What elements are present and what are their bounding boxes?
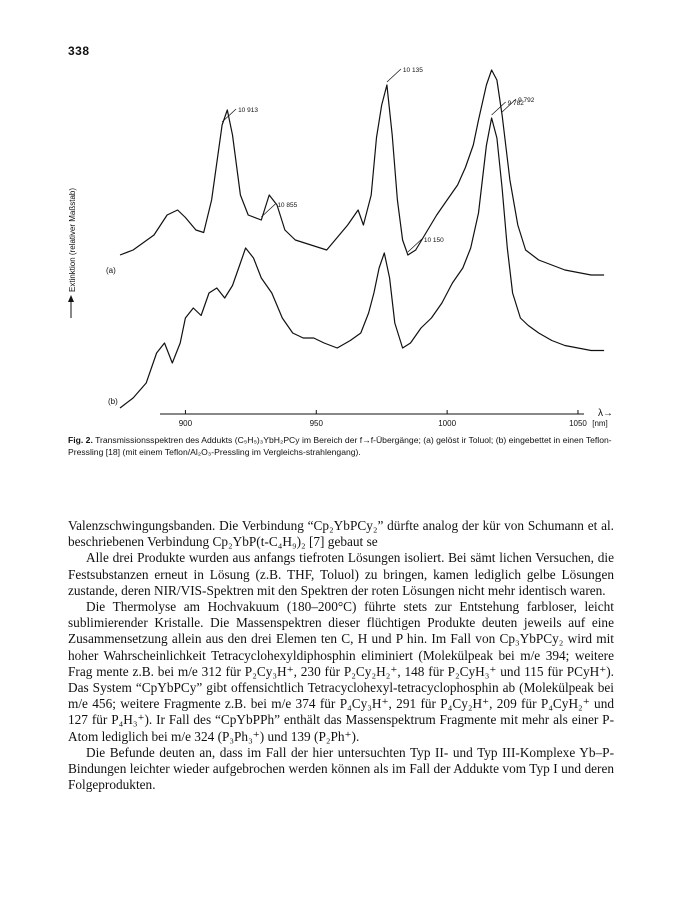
body-text (68, 518, 614, 793)
chart-series (106, 70, 604, 408)
peak-label: 10 150 (423, 237, 444, 244)
series-label-a: (a) (106, 266, 116, 275)
series-label-b: (b) (108, 397, 118, 406)
paragraph-1: Valenzschwingungsbanden. Die Verbindung “Cp₂YbPCy₂” dürfte analog der kür von Schumann et al. beschriebenen Verbindung Cp₂YbP(t-C₄H₉)₂ [7] gebaut se (68, 518, 614, 550)
x-tick-label: 900 (178, 419, 193, 428)
x-tick-label: 1050 (569, 419, 587, 428)
series-line-b (120, 118, 604, 408)
caption-text: Transmissionsspektren des Addukts (C₅H₅)₃YbH₂PCy im Bereich der f→f-Übergänge; (a) gelöst ir Toluol; (b) eingebettet in einen Teflon-Pressling [18] (mit einem Teflon/Al₂O₃-Pressling im Vergleichs-strahlengang). (68, 435, 612, 457)
caption-label: Fig. 2. (68, 435, 93, 445)
peak-label: 9 782 (507, 100, 524, 107)
peak-label: 10 913 (238, 107, 258, 114)
peak-label: 10 855 (277, 202, 298, 209)
paragraph-3: Die Thermolyse am Hochvakuum (180–200°C) führte stets zur Entstehung farbloser, leicht sublimierender Kristalle. Die Massenspektren dieser flüchtigen Produkte deuten jeweils auf eine Zusammensetzung allein aus den drei Elemen ten C, H und P hin. Im Fall von Cp₃YbPCy₂ wird mit hoher Wahrscheinlichkeit Tetracyclohexyldiphosphin eliminiert (Molekülpeak bei m/e 394; weitere Frag mente z.B. bei m/e 312 für P₂Cy₃H⁺, 230 für P₂Cy₂H₂⁺, 148 für P₂CyH₃⁺ und 115 für PCyH⁺). Das System “CpYbPCy” gibt offensichtlich Tetracyclohexyl-tetracyclophosphin ab (Molekülpeak bei m/e 456; weitere Fragmente z.B. bei m/e 374 für P₄Cy₃H⁺, 291 für P₄Cy₂H⁺, 209 für P₄CyH₂⁺ und 127 für P₄H₃⁺). Ir Fall des “CpYbPPh” enthält das Massenspektrum Fragmente mit mehr als einer P-Atom lediglich bei m/e 324 (P₃Ph₃⁺) und 139 (P₂Ph⁺). (68, 599, 614, 744)
x-arrow-label: λ→ (598, 408, 613, 419)
x-unit-label: [nm] (592, 419, 608, 428)
figure-caption (68, 434, 616, 458)
y-arrow-head (68, 295, 74, 302)
spectrum-chart (0, 0, 680, 440)
page-number: 338 (68, 44, 90, 58)
y-axis-label: Extinktion (relativer Maßstab) (68, 187, 77, 292)
paragraph-4: Die Befunde deuten an, dass im Fall der hier untersuchten Typ II- und Typ III-Komplexe Yb–P-Bindungen leichter wieder aufgebrochen werden können als im Fall der Addukte vom Typ I und deren Folgeprodukten. (68, 744, 614, 793)
paragraph-2: Alle drei Produkte wurden aus anfangs tiefroten Lösungen isoliert. Bei sämt lichen Versuchen, die Festsubstanzen erneut in Lösung (z.B. THF, Toluol) zu bringen, kamen lediglich gelbe Lösungen zustande, deren NIR/VIS-Spektren mit den Spektren der roten Lösungen nicht mehr identisch waren. (68, 550, 614, 598)
peak-label: 9 792 (518, 97, 535, 104)
chart-axes (68, 188, 613, 428)
x-tick-label: 950 (309, 419, 323, 428)
peak-label: 10 135 (402, 67, 423, 74)
peak-marker (387, 69, 401, 82)
chart-annotations (222, 67, 535, 252)
peak-marker (492, 102, 506, 115)
x-tick-label: 1000 (438, 419, 457, 428)
peak-marker (261, 204, 275, 217)
